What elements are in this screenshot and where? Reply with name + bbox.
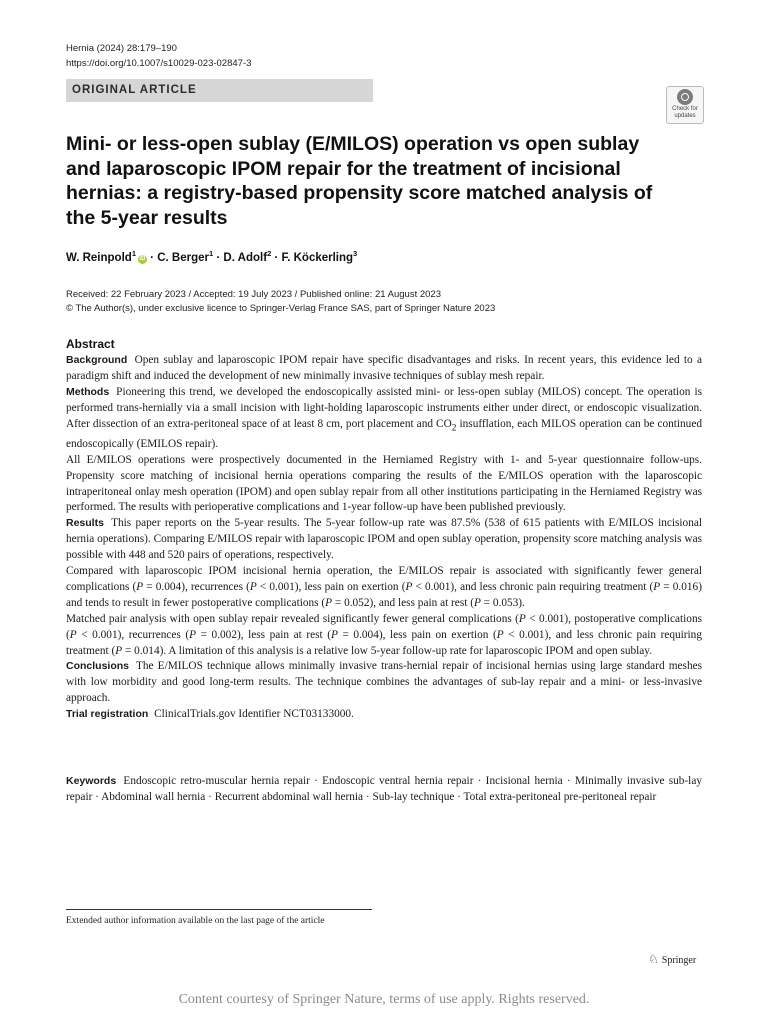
abstract-trial-registration xyxy=(66,707,702,723)
section-label: Methods xyxy=(66,385,110,398)
footnote-divider xyxy=(66,909,372,910)
journal-meta xyxy=(66,41,251,71)
section-label: Trial registration xyxy=(66,708,149,721)
author-name[interactable]: F. Köckerling xyxy=(281,251,354,264)
check-for-updates-badge[interactable] xyxy=(666,86,704,124)
badge-line-1: Check for xyxy=(672,106,698,112)
abstract-background xyxy=(66,353,702,385)
author-affiliation: 1 xyxy=(131,249,136,258)
springer-horse-icon: ♘ xyxy=(648,952,659,966)
background-text: Open sublay and laparoscopic IPOM repair have specific disadvantages and risks. In recent years, this evidence led to a paradigm shift and induced the development of new minimally invasive techniques of sublay mesh repair. xyxy=(66,354,702,382)
abstract-heading: Abstract xyxy=(66,337,115,351)
orcid-icon[interactable]: iD xyxy=(139,255,146,262)
results-text: This paper reports on the 5-year results. The 5-year follow-up rate was 87.5% (538 of 615 patients with E/MILOS incisional hernia operations). Comparing E/MILOS repair with laparoscopic IPOM and open sublay operation, propensity score matching analysis was possible with 448 and 520 pairs of operations, respectively. xyxy=(66,517,702,562)
check-for-updates-icon xyxy=(677,89,693,105)
author-name[interactable]: W. Reinpold xyxy=(66,251,132,264)
article-title: Mini- or less-open sublay (E/MILOS) operation vs open sublay and laparoscopic IPOM repair for the treatment of incisional hernias: a registry-based propensity score matched analysis of the 5-year results xyxy=(66,133,653,229)
history-dates: Received: 22 February 2023 / Accepted: 19 July 2023 / Published online: 21 August 2023 xyxy=(66,289,441,300)
abstract-results xyxy=(66,516,702,564)
methods-text: Pioneering this trend, we developed the endoscopically assisted mini- or less-open sublay (MILOS) concept. The operation is performed trans-hernially via a small incision with light-holding laparoscopic instruments either under direct, or endoscopic visualization. After dissection of an extra-peritoneal space of at least 8 cm, port placement and CO xyxy=(66,385,702,430)
publisher-logo xyxy=(648,952,696,967)
author-affiliation: 3 xyxy=(353,249,358,258)
author-affiliation: 1 xyxy=(209,249,214,258)
conclusions-text: The E/MILOS technique allows minimally invasive trans-hernial repair of incisional hernias using large standard meshes with low morbidity and good long-term results. The technique combines the advantages of sub-lay repair and a mini- or less-invasive approach. xyxy=(66,660,703,705)
publication-dates xyxy=(66,288,495,316)
courtesy-watermark: Content courtesy of Springer Nature, terms of use apply. Rights reserved. xyxy=(178,992,590,1007)
doi-link[interactable]: https://doi.org/10.1007/s10029-023-02847-3 xyxy=(66,58,252,69)
abstract-conclusions xyxy=(66,659,702,707)
co2-subscript: 2 xyxy=(451,422,457,433)
abstract-results-2: Compared with laparoscopic IPOM incisional hernia operation, the E/MILOS repair is associated with significantly fewer general complications (P = 0.004), recurrences (P < 0.001), less pain on exertion (P < 0.001), and less chronic pain requiring treatment (P = 0.016) and tends to result in fewer postoperative complications (P = 0.052), and less pain at rest (P = 0.053). xyxy=(66,565,702,609)
section-label: Conclusions xyxy=(66,660,130,673)
badge-line-2: updates xyxy=(674,113,696,119)
section-label: Background xyxy=(66,354,128,366)
abstract-body xyxy=(66,353,702,723)
section-label: Results xyxy=(66,517,104,530)
author-affiliation: 2 xyxy=(267,249,272,258)
abstract-methods-2: All E/MILOS operations were prospectively documented in the Herniamed Registry with 1- and 5-year questionnaire follow-ups. Propensity score matching of incisional hernia operations comparing the results of the E/MILOS operation with the laparoscopic intraperitoneal onlay mesh operation (IPOM) and open sublay repair from all other institutions participating in the Herniamed Registry was performed. The results with perioperative complications and 1-year follow-up have been published previously. xyxy=(66,453,702,514)
author-name[interactable]: D. Adolf xyxy=(223,251,268,264)
article-type-banner: ORIGINAL ARTICLE xyxy=(66,79,373,102)
author-list: W. Reinpold$^1$iD · C. Berger$^1$ · D. Adolf$^2$ · F. Köckerling$^3$ xyxy=(66,249,358,264)
keywords-block xyxy=(66,773,702,805)
copyright-line: © The Author(s), under exclusive licence to Springer-Verlag France SAS, part of Springer Nature 2023 xyxy=(66,303,496,314)
abstract-results-3: Matched pair analysis with open sublay repair revealed significantly fewer general complications (P < 0.001), postoperative complications (P < 0.001), recurrences (P = 0.002), less pain at rest (P = 0.004), less pain on exertion (P < 0.001), and less chronic pain requiring treatment (P = 0.014). A limitation of this analysis is a relative low 5-year follow-up rate for laparoscopic IPOM and open sublay. xyxy=(66,612,702,657)
keywords-text: Endoscopic retro-muscular hernia repair · Endoscopic ventral hernia repair · Incisional hernia · Minimally invasive sub-lay repair · Abdominal wall hernia · Recurrent abdominal wall hernia · Sub-lay technique · Total extra-peritoneal pre-peritoneal repair xyxy=(66,775,702,803)
abstract-methods xyxy=(66,385,702,453)
footnote-text: Extended author information available on the last page of the article xyxy=(66,916,325,926)
keywords-label: Keywords xyxy=(66,775,117,787)
methods-text-cont: insufflation, each MILOS operation can be continued endoscopically (EMILOS repair). xyxy=(66,417,702,450)
trial-text[interactable]: ClinicalTrials.gov Identifier NCT03133000. xyxy=(154,708,354,721)
publisher-name: Springer xyxy=(661,955,697,966)
author-name[interactable]: C. Berger xyxy=(157,251,209,264)
journal-reference: Hernia (2024) 28:179–190 xyxy=(66,43,177,54)
